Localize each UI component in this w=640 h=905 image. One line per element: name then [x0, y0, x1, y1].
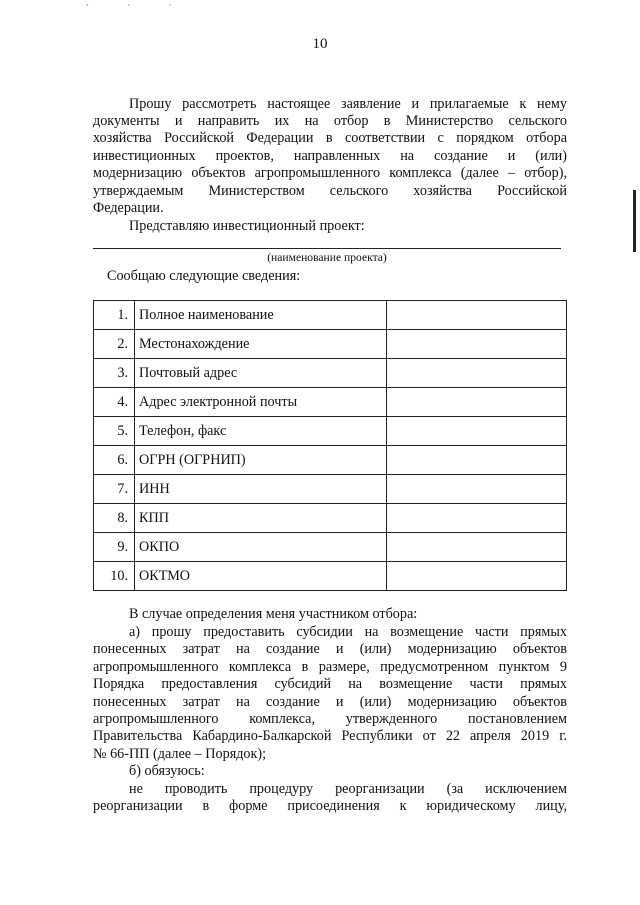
- row-label: Адрес электронной почты: [135, 388, 387, 417]
- row-number: 9.: [94, 533, 135, 562]
- scan-edge-mark: [633, 190, 636, 252]
- row-value-field[interactable]: [387, 388, 567, 417]
- row-label: КПП: [135, 504, 387, 533]
- item-a-line-5: понесенных затрат на создание и (или) модернизацию объектов: [93, 694, 567, 710]
- item-a-line-8: № 66-ПП (далее – Порядок);: [93, 746, 267, 762]
- table-row: [94, 417, 567, 446]
- table-row: [94, 330, 567, 359]
- page-number: 10: [312, 36, 328, 52]
- intro-line-2: документы и направить их на отбор в Министерство сельского: [93, 113, 567, 129]
- row-number: 6.: [94, 446, 135, 475]
- row-value-field[interactable]: [387, 417, 567, 446]
- row-value-field[interactable]: [387, 301, 567, 330]
- intro-line-6: утверждаемым Министерством сельского хозяйства Российской: [93, 183, 567, 199]
- row-value-field[interactable]: [387, 330, 567, 359]
- row-value-field[interactable]: [387, 446, 567, 475]
- item-a-line-2: понесенных затрат на создание и (или) модернизацию объектов: [93, 641, 567, 657]
- table-row: [94, 446, 567, 475]
- item-a-line-3: агропромышленного комплекса в размере, предусмотренном пунктом 9: [93, 659, 567, 675]
- item-a-line-6: агропромышленного комплекса, утвержденного постановлением: [93, 711, 567, 727]
- project-name-line: [93, 248, 561, 249]
- intro-line-5: модернизацию объектов агропромышленного комплекса (далее – отбор),: [93, 165, 567, 181]
- project-name-caption: (наименование проекта): [267, 251, 387, 264]
- row-number: 1.: [94, 301, 135, 330]
- row-value-field[interactable]: [387, 533, 567, 562]
- intro-line-7: Федерации.: [93, 200, 164, 216]
- table-row: [94, 359, 567, 388]
- row-number: 3.: [94, 359, 135, 388]
- row-value-field[interactable]: [387, 475, 567, 504]
- row-label: Полное наименование: [135, 301, 387, 330]
- row-number: 7.: [94, 475, 135, 504]
- table-row: [94, 388, 567, 417]
- row-label: Местонахождение: [135, 330, 387, 359]
- table-row: [94, 301, 567, 330]
- project-prompt: Представляю инвестиционный проект:: [129, 218, 365, 234]
- row-value-field[interactable]: [387, 504, 567, 533]
- item-b-line-2: реорганизации в форме присоединения к юридическому лицу,: [93, 798, 567, 814]
- intro-line-1: Прошу рассмотреть настоящее заявление и прилагаемые к нему: [129, 96, 567, 112]
- item-a-line-7: Правительства Кабардино-Балкарской Республики от 22 апреля 2019 г.: [93, 728, 567, 744]
- item-a-line-4: Порядка предоставления субсидий на возмещение части прямых: [93, 676, 567, 692]
- intro-line-4: инвестиционных проектов, направленных на создание и (или): [93, 148, 567, 164]
- row-value-field[interactable]: [387, 359, 567, 388]
- item-b-line-1: не проводить процедуру реорганизации (за исключением: [129, 781, 567, 797]
- row-value-field[interactable]: [387, 562, 567, 591]
- row-label: Телефон, факс: [135, 417, 387, 446]
- table-row: [94, 504, 567, 533]
- row-label: ОГРН (ОГРНИП): [135, 446, 387, 475]
- info-prompt: Сообщаю следующие сведения:: [107, 268, 301, 284]
- row-number: 10.: [94, 562, 135, 591]
- row-label: Почтовый адрес: [135, 359, 387, 388]
- table-row: [94, 562, 567, 591]
- intro-line-3: хозяйства Российской Федерации в соответствии с порядком отбора: [93, 130, 567, 146]
- scan-marks: · · ·: [86, 0, 190, 10]
- table-row: [94, 475, 567, 504]
- selection-case: В случае определения меня участником отбора:: [129, 606, 418, 622]
- row-label: ОКТМО: [135, 562, 387, 591]
- row-number: 8.: [94, 504, 135, 533]
- row-label: ИНН: [135, 475, 387, 504]
- item-b-heading: б) обязуюсь:: [129, 763, 205, 779]
- item-a-line-1: а) прошу предоставить субсидии на возмещение части прямых: [129, 624, 567, 640]
- table-row: [94, 533, 567, 562]
- info-table: [93, 300, 567, 591]
- row-number: 2.: [94, 330, 135, 359]
- row-number: 4.: [94, 388, 135, 417]
- row-label: ОКПО: [135, 533, 387, 562]
- row-number: 5.: [94, 417, 135, 446]
